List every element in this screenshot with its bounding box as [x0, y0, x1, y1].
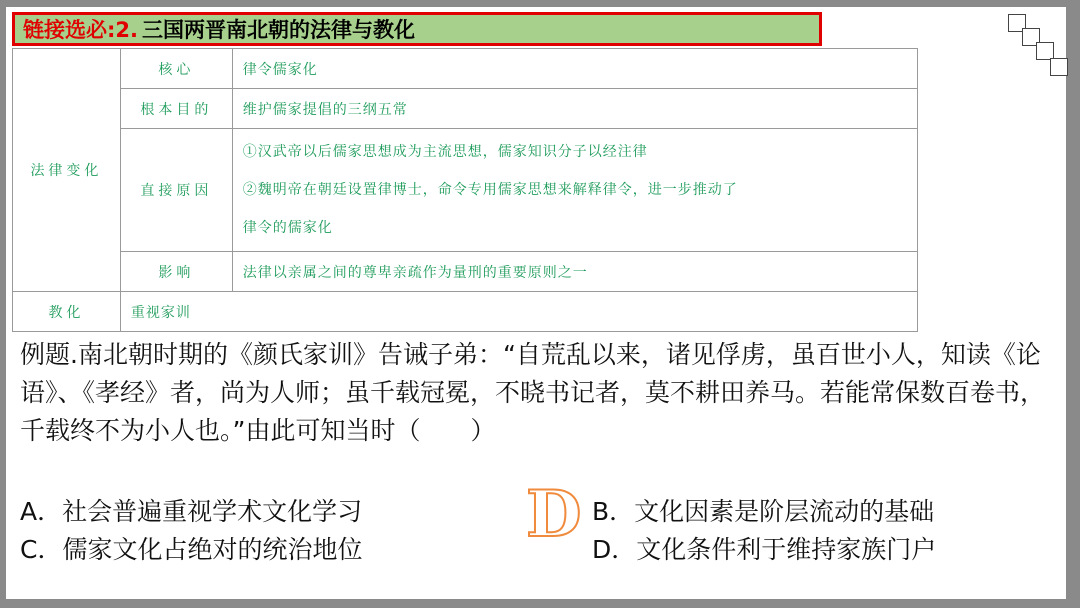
row-text-direct-cause [232, 129, 917, 252]
answer-mark: D [526, 477, 582, 552]
row-label-direct-cause: 直接原因 [120, 129, 232, 252]
question-text: 例题.南北朝时期的《颜氏家训》告诫子弟：“自荒乱以来，诸见俘虏，虽百世小人，知读《论语》、《孝经》者，尚为人师；虽千载冠冕，不晓书记者，莫不耕田养马。若能常保数百卷书，千载终不为小人也。”由此可知当时（ ） [20, 340, 1046, 445]
option-a: A．社会普遍重视学术文化学习 [20, 497, 363, 526]
option-d: D．文化条件利于维持家族门户 [592, 535, 937, 564]
row-text-impact: 法律以亲属之间的尊卑亲疏作为量刑的重要原则之一 [232, 252, 917, 292]
cause-line-3: 律令的儒家化 [242, 220, 333, 236]
row-text-education: 重视家训 [120, 292, 917, 332]
row-text-core: 律令儒家化 [232, 49, 917, 89]
group-label-law-change: 法律变化 [13, 49, 121, 292]
option-b: B．文化因素是阶层流动的基础 [592, 497, 935, 526]
section-title-bar [12, 12, 822, 46]
row-text-purpose: 维护儒家提倡的三纲五常 [232, 89, 917, 129]
title-main: 三国两晋南北朝的法律与教化 [142, 18, 415, 42]
row-label-purpose: 根本目的 [120, 89, 232, 129]
group-label-education: 教化 [13, 292, 121, 332]
row-label-core: 核心 [120, 49, 232, 89]
corner-squares-decoration [1008, 14, 1068, 78]
law-table [12, 48, 918, 332]
cause-line-2: ②魏明帝在朝廷设置律博士，命令专用儒家思想来解释律令，进一步推动了 [242, 182, 738, 198]
cause-line-1: ①汉武帝以后儒家思想成为主流思想，儒家知识分子以经注律 [242, 144, 648, 160]
option-c: C．儒家文化占绝对的统治地位 [20, 535, 363, 564]
row-label-impact: 影响 [120, 252, 232, 292]
title-prefix: 链接选必:2. [23, 18, 138, 42]
